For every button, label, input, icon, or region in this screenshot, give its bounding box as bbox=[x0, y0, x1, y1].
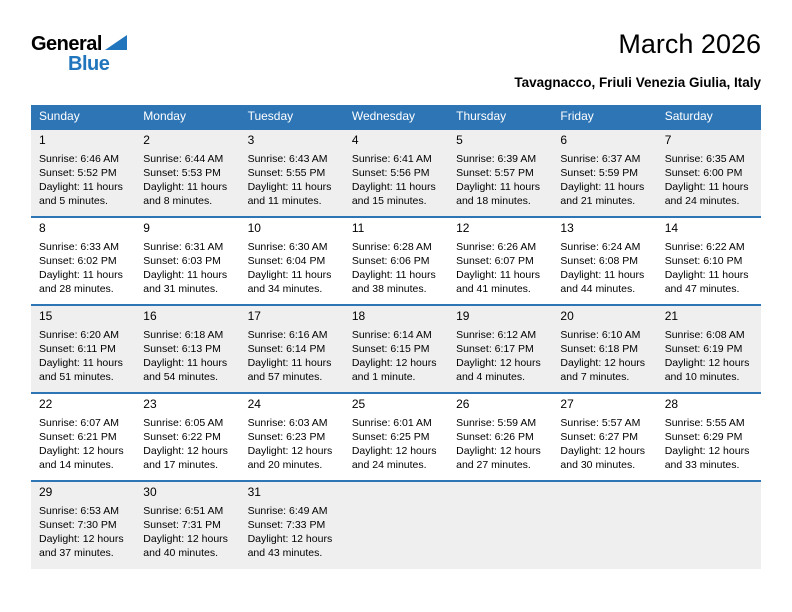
daylight-text-line1: Daylight: 11 hours bbox=[247, 357, 332, 369]
day-cell bbox=[448, 129, 552, 217]
daylight-text-line1: Daylight: 11 hours bbox=[664, 181, 749, 193]
sunset-text: Sunset: 6:08 PM bbox=[560, 255, 639, 267]
daylight-text-line1: Daylight: 11 hours bbox=[247, 269, 332, 281]
daylight-text-line2: and 51 minutes. bbox=[39, 371, 114, 383]
day-cell bbox=[135, 129, 239, 217]
day-cell bbox=[31, 305, 135, 393]
daylight-text-line1: Daylight: 11 hours bbox=[456, 181, 540, 193]
weekday-header: Saturday bbox=[657, 105, 761, 129]
empty-cell bbox=[448, 481, 552, 569]
general-blue-logo bbox=[31, 30, 127, 74]
sunrise-text: Sunrise: 6:08 AM bbox=[664, 329, 745, 341]
daylight-text-line2: and 43 minutes. bbox=[247, 547, 323, 559]
daylight-text-line2: and 17 minutes. bbox=[143, 459, 218, 471]
sunrise-text: Sunrise: 6:43 AM bbox=[247, 153, 328, 165]
sunrise-text: Sunrise: 6:35 AM bbox=[664, 153, 745, 165]
daylight-text-line2: and 18 minutes. bbox=[456, 195, 531, 207]
calendar-body bbox=[31, 129, 761, 569]
day-number: 12 bbox=[456, 221, 470, 235]
sunset-text: Sunset: 6:03 PM bbox=[143, 255, 221, 267]
day-number: 25 bbox=[351, 397, 366, 411]
sunset-text: Sunset: 6:23 PM bbox=[247, 431, 326, 443]
weekday-header: Tuesday bbox=[240, 105, 344, 129]
daylight-text-line1: Daylight: 12 hours bbox=[560, 445, 646, 457]
day-cell bbox=[448, 305, 552, 393]
week-row bbox=[31, 305, 761, 393]
empty-cell bbox=[552, 481, 656, 569]
top-bar bbox=[31, 30, 761, 104]
day-cell bbox=[135, 305, 239, 393]
day-number: 16 bbox=[143, 309, 157, 323]
daylight-text-line1: Daylight: 12 hours bbox=[247, 445, 333, 457]
week-row bbox=[31, 129, 761, 217]
sunset-text: Sunset: 6:18 PM bbox=[560, 343, 639, 355]
day-number: 31 bbox=[247, 485, 261, 499]
sunrise-text: Sunrise: 6:05 AM bbox=[143, 417, 224, 429]
daylight-text-line2: and 38 minutes. bbox=[351, 283, 427, 295]
sunset-text: Sunset: 7:31 PM bbox=[143, 519, 221, 531]
sunrise-text: Sunrise: 6:30 AM bbox=[247, 241, 328, 253]
sunrise-text: Sunrise: 6:16 AM bbox=[247, 329, 328, 341]
day-cell bbox=[135, 217, 239, 305]
sunset-text: Sunset: 6:13 PM bbox=[143, 343, 221, 355]
day-cell bbox=[240, 393, 344, 481]
daylight-text-line1: Daylight: 11 hours bbox=[351, 181, 436, 193]
sunset-text: Sunset: 5:52 PM bbox=[39, 167, 117, 179]
sunset-text: Sunset: 6:22 PM bbox=[143, 431, 221, 443]
day-cell bbox=[657, 217, 761, 305]
day-number: 24 bbox=[247, 397, 261, 411]
sunset-text: Sunset: 7:30 PM bbox=[39, 519, 117, 531]
weekday-header: Wednesday bbox=[344, 105, 448, 129]
day-cell bbox=[135, 481, 239, 569]
daylight-text-line2: and 5 minutes. bbox=[39, 195, 108, 207]
sunset-text: Sunset: 6:06 PM bbox=[351, 255, 430, 267]
daylight-text-line2: and 54 minutes. bbox=[143, 371, 218, 383]
sunrise-text: Sunrise: 6:07 AM bbox=[39, 417, 119, 429]
daylight-text-line2: and 8 minutes. bbox=[143, 195, 213, 207]
daylight-text-line1: Daylight: 11 hours bbox=[247, 181, 332, 193]
daylight-text-line1: Daylight: 11 hours bbox=[351, 269, 436, 281]
daylight-text-line2: and 41 minutes. bbox=[456, 283, 531, 295]
daylight-text-line2: and 47 minutes. bbox=[664, 283, 740, 295]
sunset-text: Sunset: 6:00 PM bbox=[664, 167, 743, 179]
sunset-text: Sunset: 6:25 PM bbox=[351, 431, 430, 443]
day-number: 29 bbox=[39, 485, 53, 499]
sunrise-text: Sunrise: 6:26 AM bbox=[456, 241, 537, 253]
daylight-text-line2: and 15 minutes. bbox=[351, 195, 427, 207]
daylight-text-line1: Daylight: 12 hours bbox=[560, 357, 646, 369]
day-cell bbox=[657, 305, 761, 393]
day-number: 21 bbox=[664, 309, 679, 323]
day-cell bbox=[31, 217, 135, 305]
daylight-text-line1: Daylight: 11 hours bbox=[560, 269, 645, 281]
day-number: 26 bbox=[456, 397, 470, 411]
weekday-header: Monday bbox=[135, 105, 239, 129]
logo-text-general: General bbox=[31, 33, 102, 55]
sunset-text: Sunset: 6:29 PM bbox=[664, 431, 743, 443]
empty-cell bbox=[657, 481, 761, 569]
sunrise-text: Sunrise: 5:59 AM bbox=[456, 417, 537, 429]
day-number: 18 bbox=[351, 309, 366, 323]
day-number: 11 bbox=[351, 221, 365, 235]
sunset-text: Sunset: 6:26 PM bbox=[456, 431, 534, 443]
daylight-text-line2: and 57 minutes. bbox=[247, 371, 323, 383]
sunrise-text: Sunrise: 6:28 AM bbox=[351, 241, 432, 253]
sunrise-text: Sunrise: 5:57 AM bbox=[560, 417, 641, 429]
calendar-table bbox=[31, 105, 761, 569]
sunset-text: Sunset: 5:53 PM bbox=[143, 167, 221, 179]
sunset-text: Sunset: 6:27 PM bbox=[560, 431, 639, 443]
day-number: 7 bbox=[664, 133, 672, 147]
day-number: 14 bbox=[664, 221, 679, 235]
sunrise-text: Sunrise: 6:24 AM bbox=[560, 241, 641, 253]
day-cell bbox=[135, 393, 239, 481]
month-title: March 2026 bbox=[618, 29, 761, 59]
day-number: 15 bbox=[39, 309, 53, 323]
sunrise-text: Sunrise: 6:53 AM bbox=[39, 505, 119, 517]
day-number: 6 bbox=[560, 133, 568, 147]
sunrise-text: Sunrise: 6:22 AM bbox=[664, 241, 745, 253]
sunrise-text: Sunrise: 6:14 AM bbox=[351, 329, 432, 341]
daylight-text-line1: Daylight: 11 hours bbox=[143, 357, 228, 369]
daylight-text-line2: and 14 minutes. bbox=[39, 459, 114, 471]
location-subtitle: Tavagnacco, Friuli Venezia Giulia, Italy bbox=[514, 74, 761, 90]
weekday-header: Thursday bbox=[448, 105, 552, 129]
daylight-text-line1: Daylight: 11 hours bbox=[456, 269, 540, 281]
calendar-head bbox=[31, 105, 761, 129]
week-row bbox=[31, 217, 761, 305]
sunrise-text: Sunrise: 5:55 AM bbox=[664, 417, 745, 429]
daylight-text-line2: and 40 minutes. bbox=[143, 547, 218, 559]
daylight-text-line1: Daylight: 11 hours bbox=[39, 357, 123, 369]
daylight-text-line2: and 24 minutes. bbox=[351, 459, 427, 471]
daylight-text-line2: and 10 minutes. bbox=[664, 371, 740, 383]
sunrise-text: Sunrise: 6:31 AM bbox=[143, 241, 224, 253]
daylight-text-line1: Daylight: 12 hours bbox=[351, 445, 437, 457]
daylight-text-line2: and 28 minutes. bbox=[39, 283, 114, 295]
sunset-text: Sunset: 6:04 PM bbox=[247, 255, 326, 267]
day-cell bbox=[240, 217, 344, 305]
daylight-text-line1: Daylight: 11 hours bbox=[560, 181, 645, 193]
day-number: 2 bbox=[143, 133, 150, 147]
sunset-text: Sunset: 6:14 PM bbox=[247, 343, 326, 355]
logo-text-blue: Blue bbox=[68, 53, 110, 75]
day-number: 23 bbox=[143, 397, 157, 411]
day-number: 3 bbox=[247, 133, 255, 147]
sunrise-text: Sunrise: 6:12 AM bbox=[456, 329, 537, 341]
sunset-text: Sunset: 5:56 PM bbox=[351, 167, 430, 179]
day-number: 19 bbox=[456, 309, 470, 323]
day-cell bbox=[240, 129, 344, 217]
daylight-text-line2: and 44 minutes. bbox=[560, 283, 636, 295]
day-cell bbox=[31, 481, 135, 569]
sunrise-text: Sunrise: 6:01 AM bbox=[351, 417, 432, 429]
daylight-text-line2: and 24 minutes. bbox=[664, 195, 740, 207]
day-cell bbox=[552, 393, 656, 481]
day-cell bbox=[31, 129, 135, 217]
weekday-header: Sunday bbox=[31, 105, 135, 129]
week-row bbox=[31, 481, 761, 569]
sunset-text: Sunset: 6:07 PM bbox=[456, 255, 534, 267]
sunrise-text: Sunrise: 6:51 AM bbox=[143, 505, 224, 517]
daylight-text-line2: and 37 minutes. bbox=[39, 547, 114, 559]
daylight-text-line1: Daylight: 12 hours bbox=[664, 357, 750, 369]
daylight-text-line2: and 31 minutes. bbox=[143, 283, 218, 295]
sunset-text: Sunset: 6:02 PM bbox=[39, 255, 117, 267]
weekday-header: Friday bbox=[552, 105, 656, 129]
day-number: 1 bbox=[39, 133, 46, 147]
day-cell bbox=[448, 393, 552, 481]
day-number: 27 bbox=[560, 397, 574, 411]
sunrise-text: Sunrise: 6:41 AM bbox=[351, 153, 432, 165]
sunrise-text: Sunrise: 6:20 AM bbox=[39, 329, 119, 341]
daylight-text-line2: and 4 minutes. bbox=[456, 371, 526, 383]
daylight-text-line1: Daylight: 12 hours bbox=[456, 445, 541, 457]
day-number: 13 bbox=[560, 221, 574, 235]
sunset-text: Sunset: 6:19 PM bbox=[664, 343, 743, 355]
sunset-text: Sunset: 6:17 PM bbox=[456, 343, 534, 355]
sunrise-text: Sunrise: 6:03 AM bbox=[247, 417, 328, 429]
daylight-text-line2: and 11 minutes. bbox=[247, 195, 322, 207]
daylight-text-line1: Daylight: 12 hours bbox=[39, 445, 124, 457]
sunrise-text: Sunrise: 6:33 AM bbox=[39, 241, 119, 253]
sunset-text: Sunset: 5:57 PM bbox=[456, 167, 534, 179]
daylight-text-line2: and 1 minute. bbox=[351, 371, 416, 383]
daylight-text-line1: Daylight: 12 hours bbox=[351, 357, 437, 369]
day-cell bbox=[657, 129, 761, 217]
titles bbox=[514, 30, 761, 90]
daylight-text-line1: Daylight: 12 hours bbox=[664, 445, 750, 457]
day-cell bbox=[552, 129, 656, 217]
logo-triangle-icon bbox=[105, 35, 127, 51]
empty-cell bbox=[344, 481, 448, 569]
weekday-header-row bbox=[31, 105, 761, 129]
day-cell bbox=[552, 217, 656, 305]
daylight-text-line2: and 34 minutes. bbox=[247, 283, 323, 295]
day-number: 17 bbox=[247, 309, 261, 323]
sunset-text: Sunset: 5:59 PM bbox=[560, 167, 639, 179]
sunrise-text: Sunrise: 6:44 AM bbox=[143, 153, 224, 165]
daylight-text-line2: and 7 minutes. bbox=[560, 371, 630, 383]
day-cell bbox=[240, 481, 344, 569]
day-cell bbox=[448, 217, 552, 305]
day-cell bbox=[344, 305, 448, 393]
daylight-text-line1: Daylight: 11 hours bbox=[664, 269, 749, 281]
sunrise-text: Sunrise: 6:18 AM bbox=[143, 329, 224, 341]
daylight-text-line2: and 30 minutes. bbox=[560, 459, 636, 471]
day-cell bbox=[240, 305, 344, 393]
daylight-text-line2: and 33 minutes. bbox=[664, 459, 740, 471]
daylight-text-line2: and 27 minutes. bbox=[456, 459, 531, 471]
sunset-text: Sunset: 6:11 PM bbox=[39, 343, 116, 355]
day-number: 22 bbox=[39, 397, 53, 411]
day-number: 20 bbox=[560, 309, 574, 323]
daylight-text-line1: Daylight: 11 hours bbox=[143, 181, 228, 193]
daylight-text-line1: Daylight: 12 hours bbox=[143, 445, 228, 457]
sunset-text: Sunset: 5:55 PM bbox=[247, 167, 326, 179]
sunset-text: Sunset: 6:21 PM bbox=[39, 431, 117, 443]
day-cell bbox=[344, 129, 448, 217]
day-cell bbox=[344, 217, 448, 305]
sunrise-text: Sunrise: 6:46 AM bbox=[39, 153, 119, 165]
day-number: 5 bbox=[456, 133, 463, 147]
sunrise-text: Sunrise: 6:10 AM bbox=[560, 329, 641, 341]
day-cell bbox=[344, 393, 448, 481]
day-number: 8 bbox=[39, 221, 46, 235]
sunrise-text: Sunrise: 6:39 AM bbox=[456, 153, 537, 165]
day-number: 30 bbox=[143, 485, 157, 499]
day-number: 10 bbox=[247, 221, 261, 235]
daylight-text-line1: Daylight: 12 hours bbox=[143, 533, 228, 545]
daylight-text-line1: Daylight: 12 hours bbox=[39, 533, 124, 545]
daylight-text-line2: and 21 minutes. bbox=[560, 195, 636, 207]
daylight-text-line1: Daylight: 12 hours bbox=[247, 533, 333, 545]
day-cell bbox=[552, 305, 656, 393]
sunset-text: Sunset: 6:10 PM bbox=[664, 255, 743, 267]
day-cell bbox=[31, 393, 135, 481]
sunrise-text: Sunrise: 6:37 AM bbox=[560, 153, 641, 165]
daylight-text-line2: and 20 minutes. bbox=[247, 459, 323, 471]
day-number: 28 bbox=[664, 397, 679, 411]
daylight-text-line1: Daylight: 11 hours bbox=[39, 181, 123, 193]
week-row bbox=[31, 393, 761, 481]
daylight-text-line1: Daylight: 11 hours bbox=[143, 269, 228, 281]
sunset-text: Sunset: 6:15 PM bbox=[351, 343, 430, 355]
day-cell bbox=[657, 393, 761, 481]
day-number: 4 bbox=[351, 133, 359, 147]
day-number: 9 bbox=[143, 221, 150, 235]
daylight-text-line1: Daylight: 12 hours bbox=[456, 357, 541, 369]
daylight-text-line1: Daylight: 11 hours bbox=[39, 269, 123, 281]
sunrise-text: Sunrise: 6:49 AM bbox=[247, 505, 328, 517]
sunset-text: Sunset: 7:33 PM bbox=[247, 519, 326, 531]
